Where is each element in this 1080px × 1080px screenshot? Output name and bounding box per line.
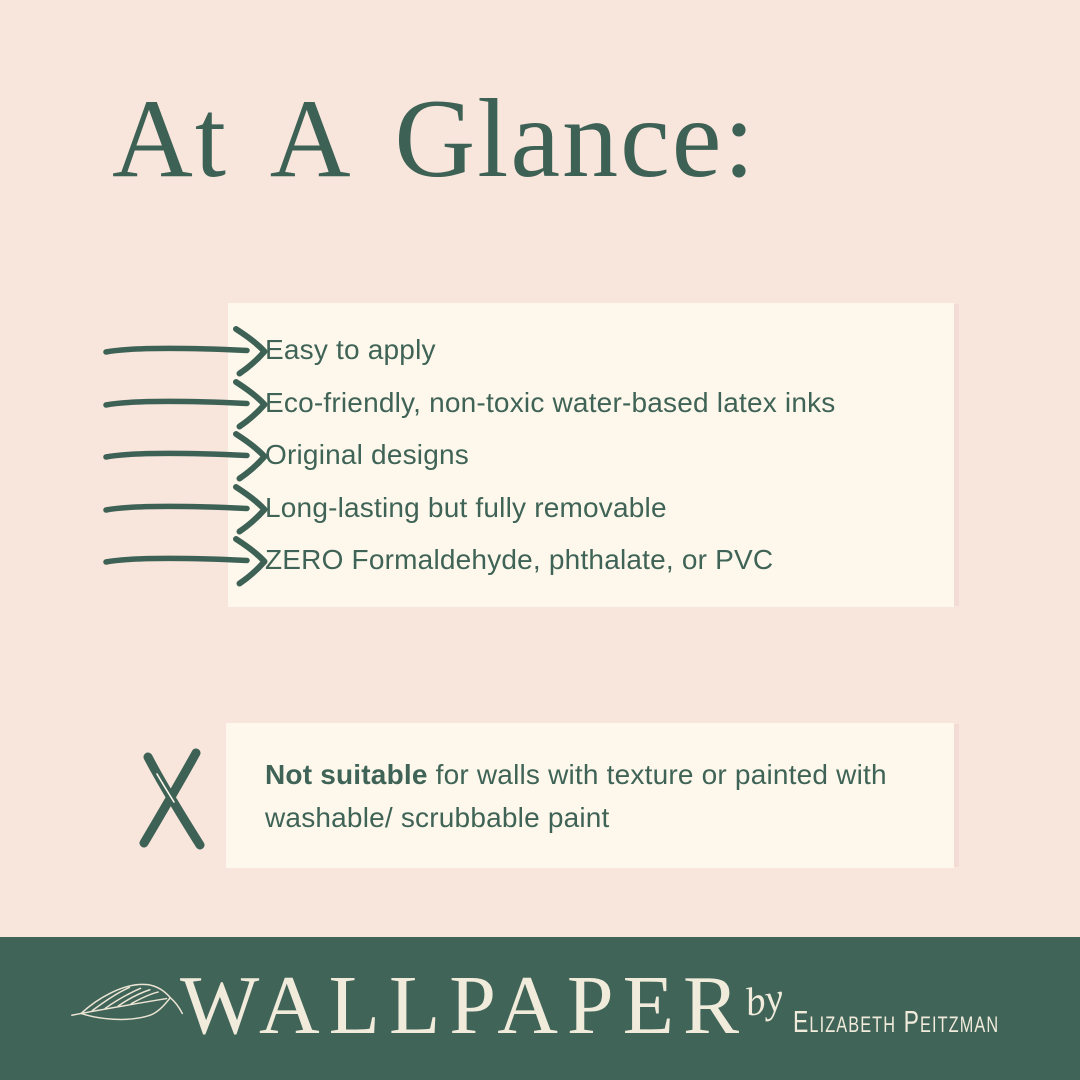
x-mark-icon [133,748,213,852]
feature-item [228,429,954,482]
feature-item [228,534,954,587]
feature-label: Long-lasting but fully removable [265,491,667,523]
features-list [228,303,954,607]
feature-label: ZERO Formaldehyde, phthalate, or PVC [265,544,774,575]
caution-lead: Not suitable [265,758,428,790]
caution-text [265,753,910,839]
arrow-right-icon [100,532,270,588]
features-card [228,303,954,607]
leaf-icon [70,973,186,1039]
byline-name: Elizabeth Peitzman [793,1004,1000,1039]
arrow-right-icon [100,322,270,378]
feature-item [228,376,954,429]
brand-wordmark: WALLPAPER [180,959,748,1052]
feature-item [228,481,954,534]
caution-rest: for walls with texture or painted with washable/ scrubbable paint [265,758,887,833]
feature-label: Easy to apply [265,334,436,365]
arrow-right-icon [100,375,270,431]
byline-prefix: by [741,974,787,1025]
arrow-right-icon [100,480,270,536]
feature-label: Eco-friendly, non-toxic water-based latex inks [265,386,836,418]
caution-card [226,723,954,868]
page-title: At A Glance: [112,77,757,201]
arrow-right-icon [100,427,270,483]
feature-item [228,324,954,377]
feature-label: Original designs [265,439,469,470]
